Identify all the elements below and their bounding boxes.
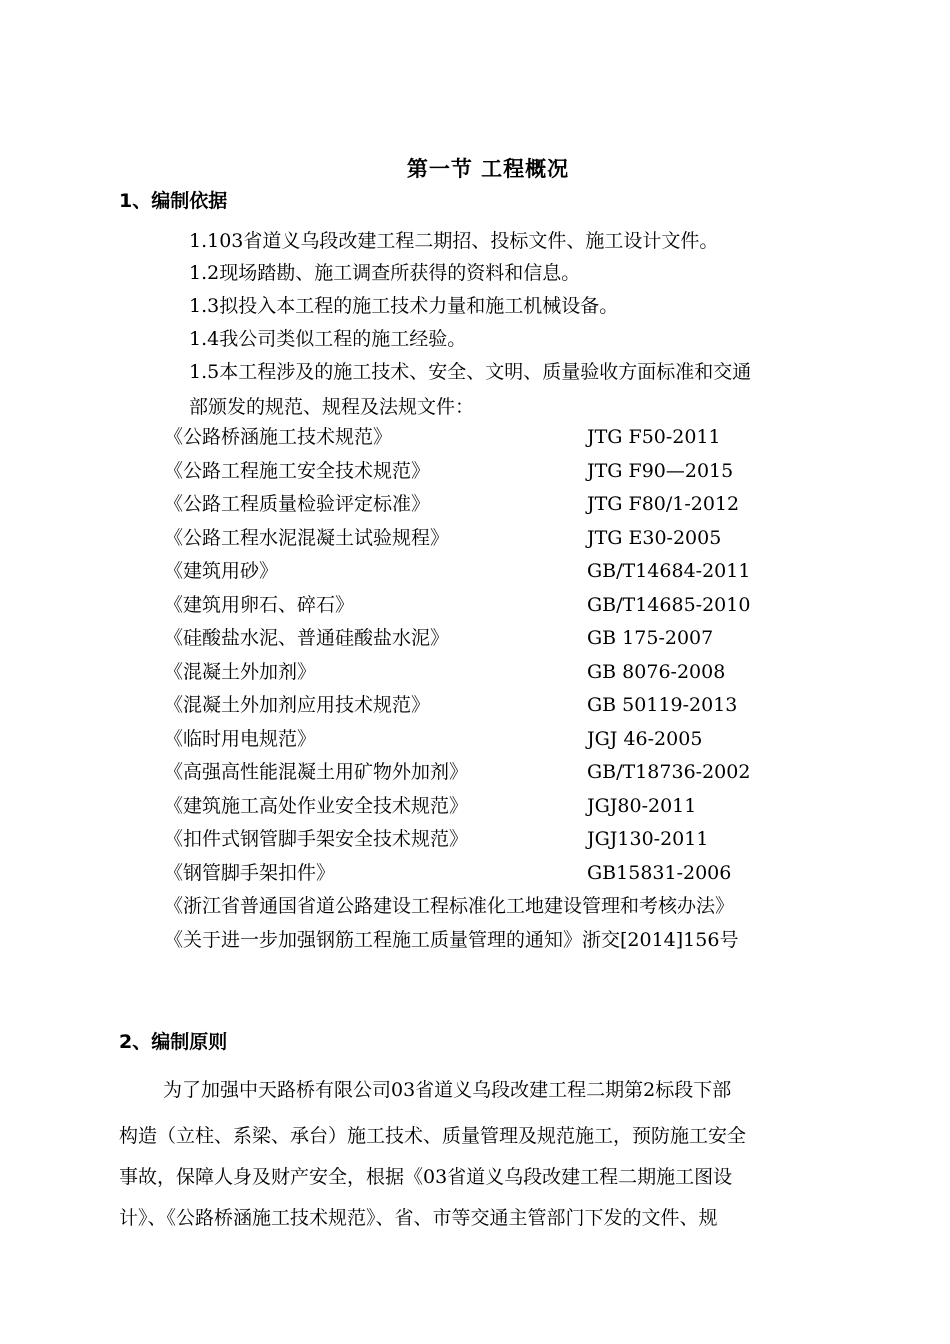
standard-code: JTG F90—2015: [587, 459, 734, 482]
standard-code: JTG F80/1-2012: [587, 493, 740, 515]
standard-name: 《混凝土外加剂》: [164, 660, 317, 683]
standard-code: GB 175-2007: [587, 627, 714, 649]
paragraph-line: 为了加强中天路桥有限公司03省道义乌段改建工程二期第2标段下部: [163, 1079, 732, 1101]
standard-name: 《公路工程质量检验评定标准》: [164, 493, 431, 515]
paragraph-line: 事故，保障人身及财产安全，根据《03省道义乌段改建工程二期施工图设: [119, 1166, 733, 1188]
standard-code: JGJ 46-2005: [587, 727, 703, 750]
standard-name: 《建筑施工高处作业安全技术规范》: [164, 794, 469, 817]
standard-name: 《扣件式钢管脚手架安全技术规范》: [164, 828, 469, 850]
standard-code: JTG F50-2011: [587, 426, 721, 448]
standard-code: GB/T14685-2010: [587, 593, 751, 616]
standard-name: 《混凝土外加剂应用技术规范》: [164, 694, 431, 716]
paragraph-line: 构造（立柱、系梁、承台）施工技术、质量管理及规范施工，预防施工安全: [119, 1125, 747, 1147]
standard-row: [164, 726, 884, 760]
basis-item-continuation: 部颁发的规范、规程及法规文件：: [189, 396, 475, 418]
standard-full-line: 《浙江省普通国省道公路建设工程标准化工地建设管理和考核办法》: [164, 895, 735, 917]
standard-code: GB 50119-2013: [587, 694, 738, 716]
standard-code: GB15831-2006: [587, 861, 732, 884]
standard-row-full: [164, 893, 884, 927]
page-title: 第一节 工程概况: [406, 157, 570, 181]
basis-item: 1.103省道义乌段改建工程二期招、投标文件、施工设计文件。: [189, 230, 719, 252]
standard-row: [164, 860, 884, 894]
standard-row: [164, 692, 884, 726]
section-heading-principles: 2、编制原则: [119, 1031, 228, 1053]
basis-item: 1.2现场踏勘、施工调查所获得的资料和信息。: [189, 262, 581, 284]
standard-row: [164, 592, 884, 626]
standard-row: [164, 525, 884, 559]
standard-row: [164, 458, 884, 492]
standard-code: JGJ80-2011: [587, 794, 697, 817]
standard-full-line: 《关于进一步加强钢筋工程施工质量管理的通知》浙交[2014]156号: [164, 928, 739, 951]
standard-code: GB/T14684-2011: [587, 560, 751, 582]
standard-row: [164, 793, 884, 827]
standard-row: [164, 659, 884, 693]
standard-row: [164, 625, 884, 659]
standard-name: 《高强高性能混凝土用矿物外加剂》: [164, 761, 469, 783]
standard-name: 《硅酸盐水泥、普通硅酸盐水泥》: [164, 627, 450, 649]
basis-item: 1.3拟投入本工程的施工技术力量和施工机械设备。: [189, 295, 619, 317]
standard-row: [164, 424, 884, 458]
standard-row: [164, 491, 884, 525]
standard-row: [164, 558, 884, 592]
standard-name: 《公路工程水泥混凝土试验规程》: [164, 526, 450, 549]
standard-code: JTG E30-2005: [587, 526, 722, 549]
standard-code: JGJ130-2011: [587, 828, 709, 850]
standard-name: 《临时用电规范》: [164, 727, 317, 750]
standard-name: 《公路桥涵施工技术规范》: [164, 426, 393, 448]
paragraph-line: 计》、《公路桥涵施工技术规范》、省、市等交通主管部门下发的文件、规: [119, 1207, 718, 1229]
basis-item: 1.4我公司类似工程的施工经验。: [189, 328, 467, 350]
section-heading-basis: 1、编制依据: [119, 190, 228, 212]
standard-row: [164, 759, 884, 793]
basis-item: 1.5本工程涉及的施工技术、安全、文明、质量验收方面标准和交通: [189, 361, 752, 383]
standard-name: 《钢管脚手架扣件》: [164, 861, 336, 884]
standard-code: GB/T18736-2002: [587, 761, 751, 783]
standard-name: 《建筑用卵石、碎石》: [164, 593, 355, 616]
standard-name: 《建筑用砂》: [164, 560, 279, 582]
standards-list: [164, 424, 884, 960]
standard-code: GB 8076-2008: [587, 660, 726, 683]
standard-name: 《公路工程施工安全技术规范》: [164, 459, 431, 482]
standard-row: [164, 826, 884, 860]
standard-row-full: [164, 927, 884, 961]
